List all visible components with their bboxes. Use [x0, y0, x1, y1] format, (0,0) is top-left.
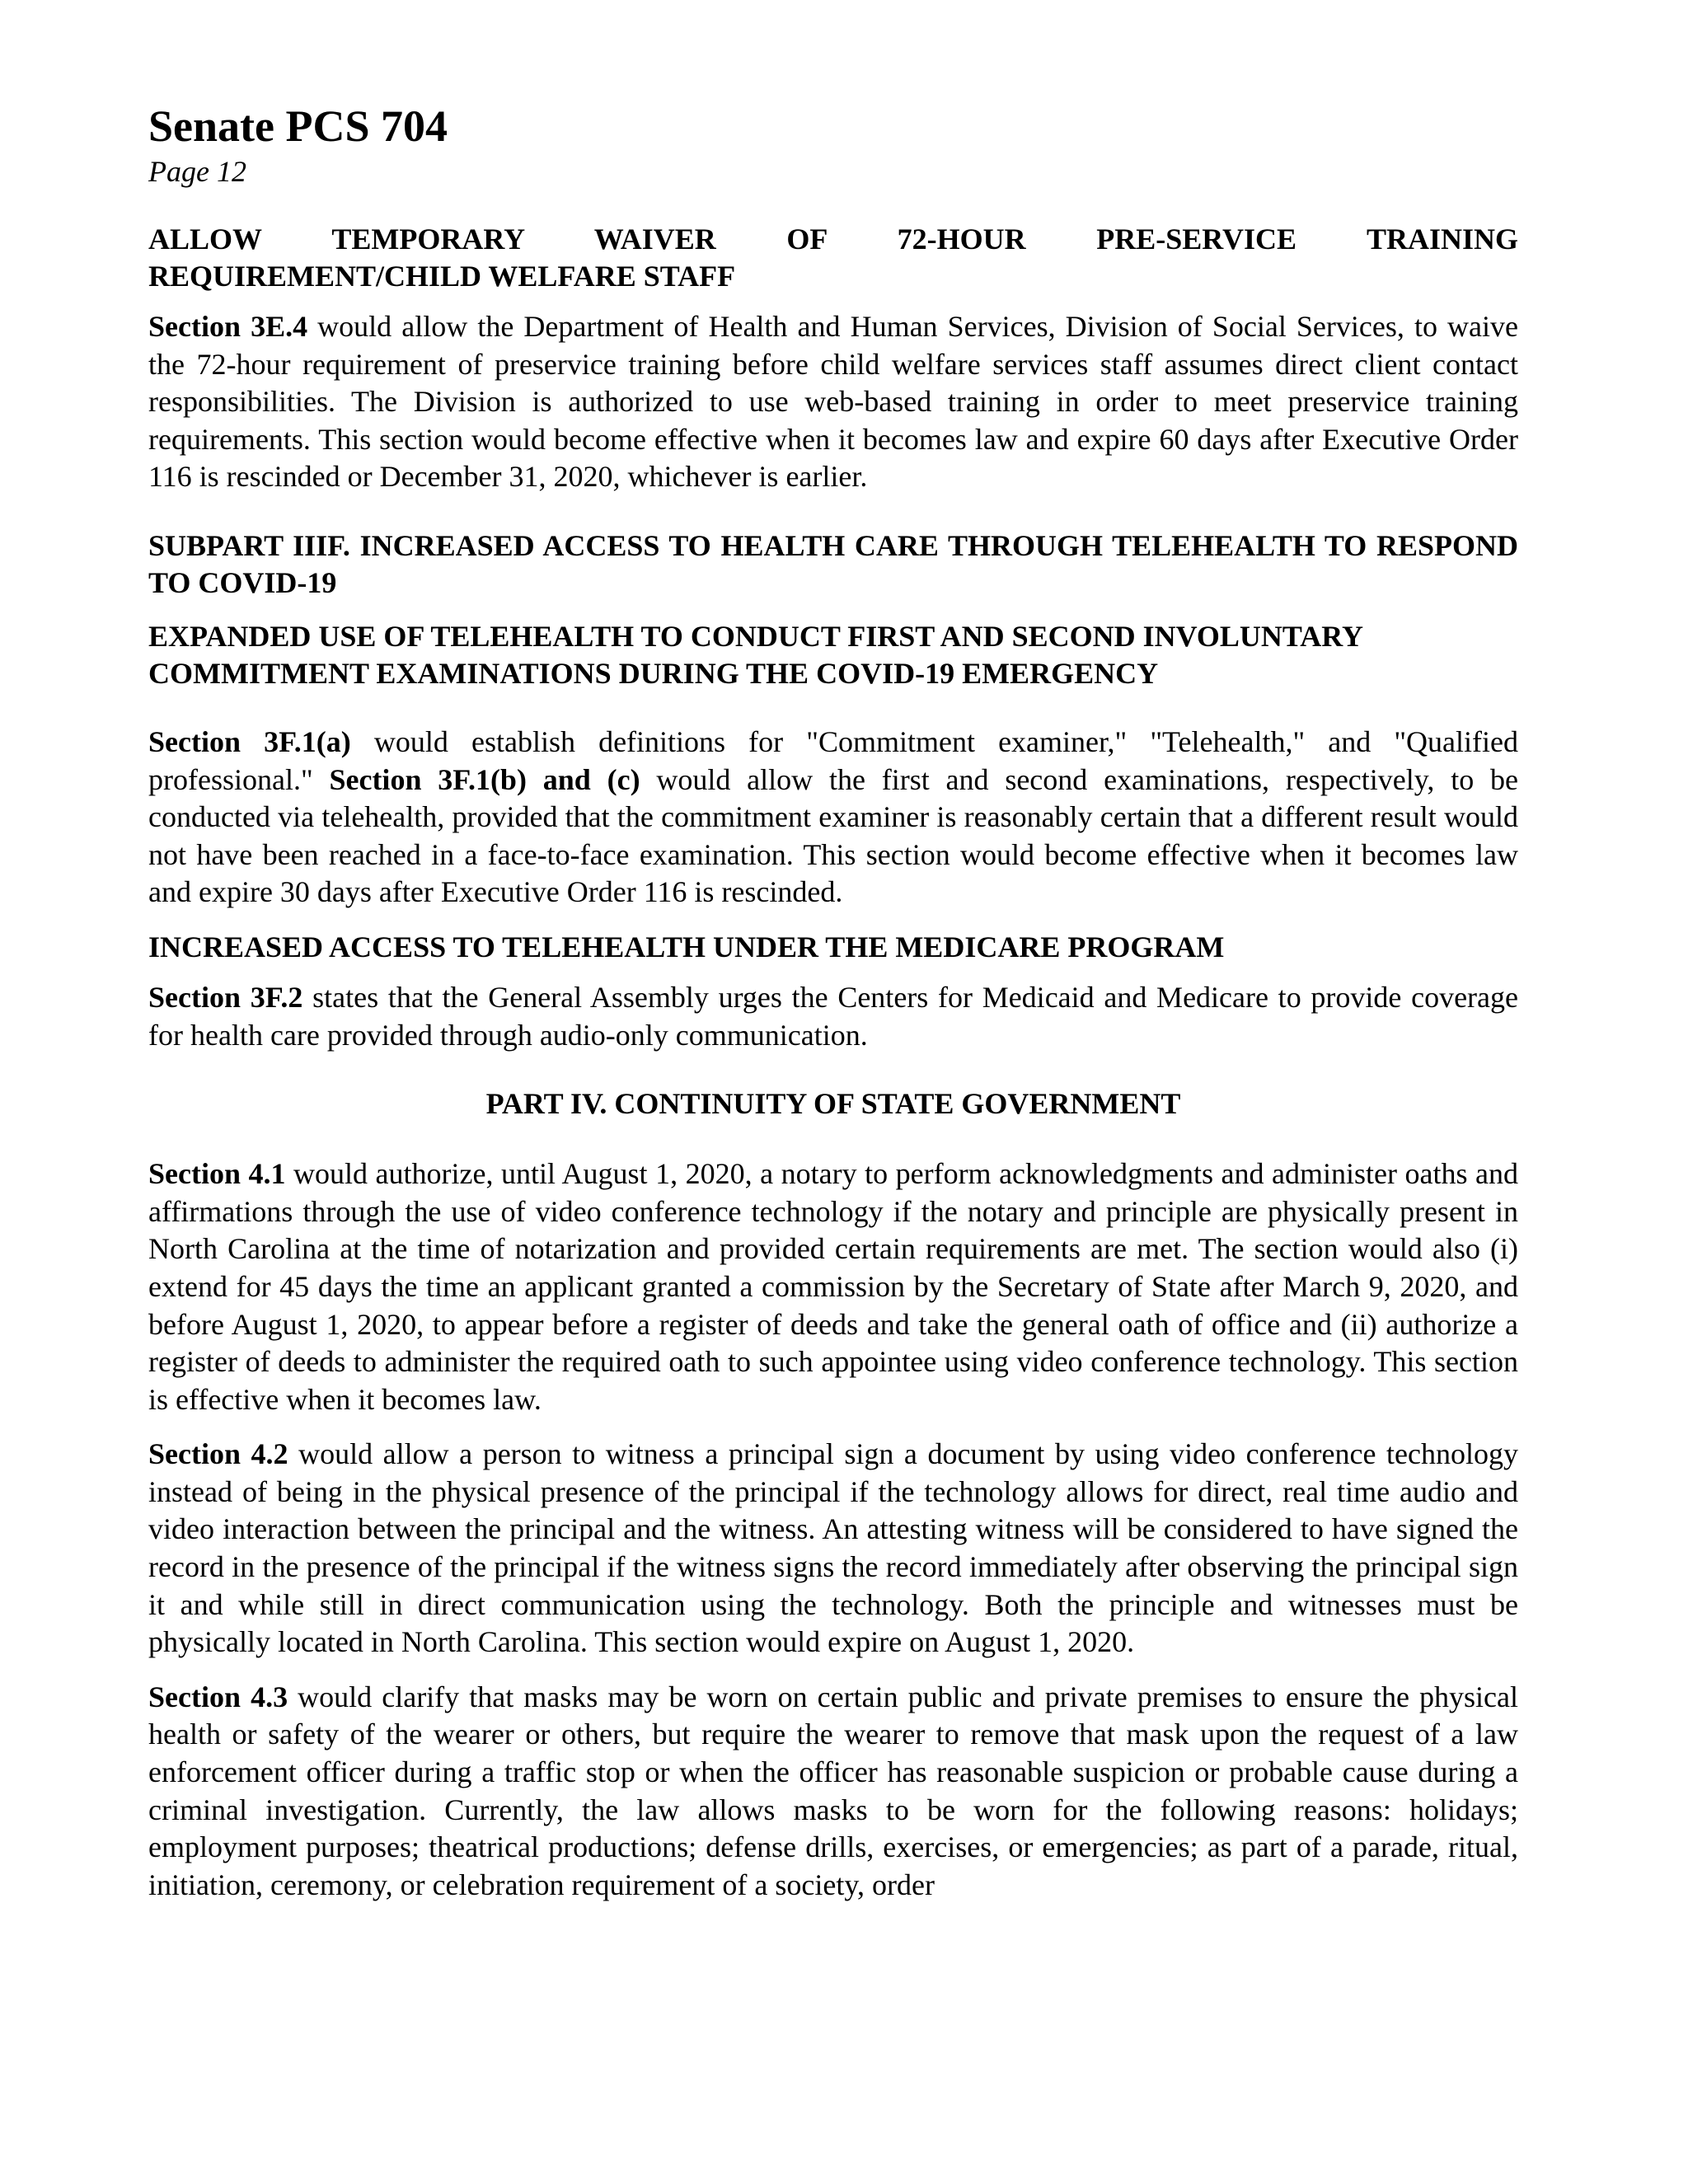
- section-3e4-heading-line1: ALLOW TEMPORARY WAIVER OF 72-HOUR PRE-SERVICE TRAINING: [148, 223, 1518, 255]
- section-41-text: would authorize, until August 1, 2020, a notary to perform acknowledgments and administer oaths and affirmations through the use of video conference technology if the notary and principle are physically present in North Carolina at the time of notarization and provided certain requirements are met. The section would also (i) extend for 45 days the time an applicant granted a commission by the Secretary of State after March 9, 2020, and before August 1, 2020, to appear before a register of deeds and take the general oath of office and (ii) authorize a register of deeds to administer the required oath to such appointee using video conference technology. This section is effective when it becomes law.: [148, 1157, 1518, 1416]
- section-42-label: Section 4.2: [148, 1437, 288, 1471]
- section-42-paragraph: [148, 1436, 1518, 1661]
- section-3f1bc-label: Section 3F.1(b) and (c): [329, 762, 640, 796]
- section-42-text: would allow a person to witness a principal sign a document by using video conference technology instead of being in the physical presence of the principal if the technology allows for direct, real time audio and video interaction between the principal and the witness. An attesting witness will be considered to have signed the record in the presence of the principal if the witness signs the record immediately after observing the principal sign it and while still in direct communication using the technology. Both the principle and witnesses must be physically located in North Carolina. This section would expire on August 1, 2020.: [148, 1437, 1518, 1659]
- section-3f1bc-text: would allow the first and second examinations, respectively, to be conducted via telehealth, provided that the commitment examiner is reasonably certain that a different result would not have been reached in a face-to-face examination. This section would become effective when it becomes law and expire 30 days after Executive Order 116 is rescinded.: [148, 762, 1519, 909]
- medicare-heading: INCREASED ACCESS TO TELEHEALTH UNDER THE MEDICARE PROGRAM: [148, 930, 1225, 963]
- section-3f1a-label: Section 3F.1(a): [148, 724, 351, 758]
- section-41-paragraph: [148, 1155, 1518, 1418]
- section-3e4-text: would allow the Department of Health and Human Services, Division of Social Services, to waive the 72-hour requirement of preservice training before child welfare services staff assumes direct client contact responsibilities. The Division is authorized to use web-based training in order to meet preservice training requirements. This section would become effective when it becomes law and expire 60 days after Executive Order 116 is rescinded or December 31, 2020, whichever is earlier.: [148, 310, 1518, 494]
- section-3f1a-text: would establish definitions for "Commitment examiner," "Telehealth," and "Qualified professional.": [148, 724, 1518, 796]
- subpart-3f-subheading: EXPANDED USE OF TELEHEALTH TO CONDUCT FIRST AND SECOND INVOLUNTARY COMMITMENT EXAMINATIONS DURING THE COVID-19 EMERGENCY: [148, 619, 1362, 690]
- section-3f1-paragraph: [148, 724, 1518, 912]
- section-3e4-heading-line2: REQUIREMENT/CHILD WELFARE STAFF: [148, 260, 736, 293]
- section-43-label: Section 4.3: [148, 1680, 288, 1713]
- section-43-paragraph: [148, 1679, 1518, 1905]
- section-3e4-label: Section 3E.4: [148, 310, 308, 343]
- section-3f2-label: Section 3F.2: [148, 980, 303, 1014]
- part-iv-heading: PART IV. CONTINUITY OF STATE GOVERNMENT: [485, 1087, 1181, 1121]
- section-3f2-text: states that the General Assembly urges the Centers for Medicaid and Medicare to provide coverage for health care provided through audio-only communication.: [148, 980, 1518, 1052]
- section-3f2-paragraph: [148, 979, 1518, 1054]
- document-page: [148, 99, 1518, 1921]
- subpart-3f-heading: SUBPART IIIF. INCREASED ACCESS TO HEALTH CARE THROUGH TELEHEALTH TO RESPOND TO COVID-19: [148, 528, 1518, 599]
- page-number: Page 12: [148, 155, 246, 188]
- section-3e4-paragraph: [148, 308, 1518, 496]
- document-title: Senate PCS 704: [148, 101, 448, 151]
- section-3e4-heading: [148, 221, 1518, 295]
- section-43-text: would clarify that masks may be worn on certain public and private premises to ensure the physical health or safety of the wearer or others, but require the wearer to remove that mask upon the request of a law enforcement officer during a traffic stop or when the officer has reasonable suspicion or probable cause during a criminal investigation. Currently, the law allows masks to be worn for the following reasons: holidays; employment purposes; theatrical productions; defense drills, exercises, or emergencies; as part of a parade, ritual, initiation, ceremony, or celebration requirement of a society, order: [148, 1680, 1518, 1901]
- section-41-label: Section 4.1: [148, 1157, 286, 1191]
